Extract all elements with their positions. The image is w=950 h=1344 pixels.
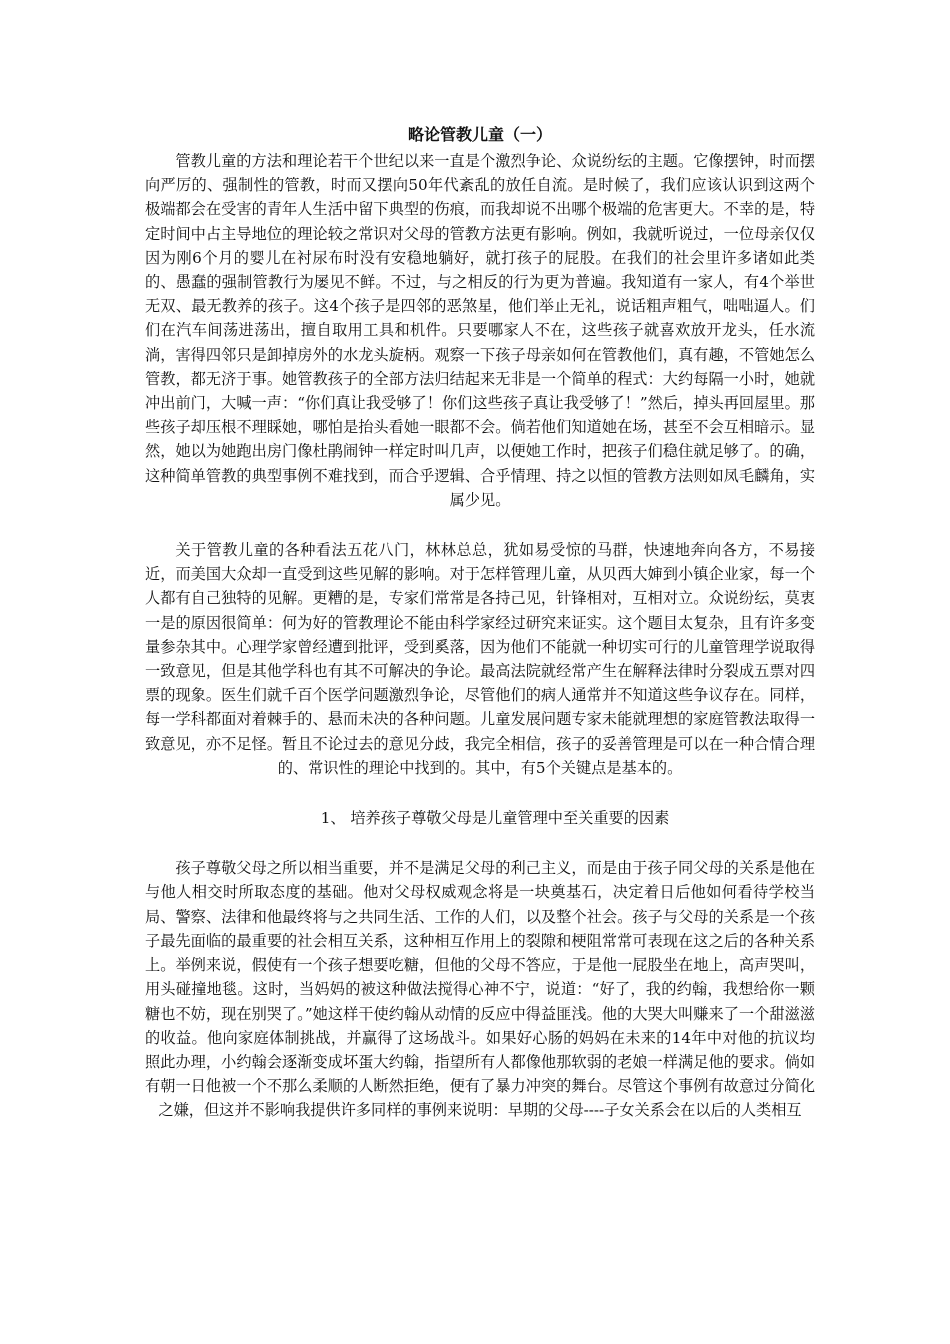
- paragraph-1: 管教儿童的方法和理论若干个世纪以来一直是个激烈争论、众说纷纭的主题。它像摆钟，时而摆向严厉的、强制性的管教，时而又摆向50年代紊乱的放任自流。是时候了，我们应该认识到这两个极端都会在受害的青年人生活中留下典型的伤痕，而我却说不出哪个极端的危害更大。不幸的是，特定时间中占主导地位的理论较之常识对父母的管教方法更有影响。例如，我就听说过，一位母亲仅仅因为刚6个月的婴儿在衬尿布时没有安稳地躺好，就打孩子的屁股。在我们的社会里许多诸如此类的、愚蠢的强制管教行为屡见不鲜。不过，与之相反的行为更为普遍。我知道有一家人，有4个举世无双、最无教养的孩子。这4个孩子是四邻的恶煞星，他们举止无礼，说话粗声粗气，咄咄逼人。们们在汽车间荡进荡出，擅自取用工具和机件。只要哪家人不在，这些孩子就喜欢放开龙头，任水流淌，害得四邻只是卸掉房外的水龙头旋柄。观察一下孩子母亲如何在管教他们，真有趣，不管她怎么管教，都无济于事。她管教孩子的全部方法归结起来无非是一个简单的程式：大约每隔一小时，她就冲出前门，大喊一声：“你们真让我受够了！你们这些孩子真让我受够了！”然后，掉头再回屋里。那些孩子却压根不理睬她，哪怕是抬头看她一眼都不会。倘若他们知道她在场，甚至不会互相暗示。显然，她以为她跑出房门像杜鹃闹钟一样定时叫几声，以便她工作时，把孩子们稳住就足够了。的确，这种简单管教的典型事例不难找到，而合乎逻辑、合乎情理、持之以恒的管教方法则如凤毛麟角，实属少见。: [145, 152, 815, 509]
- paragraph-spacer: [145, 512, 815, 538]
- paragraph-spacer: [145, 780, 815, 806]
- section-paragraph: 孩子尊敬父母之所以相当重要，并不是满足父母的利己主义，而是由于孩子同父母的关系是他在与他人相交时所取态度的基础。他对父母权威观念将是一块奠基石，决定着日后他如何看待学校当局、警察、法律和他最终将与之共同生活、工作的人们，以及整个社会。孩子与父母的关系是一个孩子最先面临的最重要的社会相互关系，这种相互作用上的裂隙和梗阻常常可表现在这之后的各种关系上。举例来说，假使有一个孩子想要吃糖，但他的父母不答应，于是他一屁股坐在地上，高声哭叫，用头碰撞地毯。这时，当妈妈的被这种做法搅得心神不宁，说道：“好了，我的约翰，我想给你一颗糖也不妨，现在别哭了。”她这样干使约翰从动情的反应中得益匪浅。他的大哭大叫赚来了一个甜滋滋的收益。他向家庭体制挑战，并赢得了这场战斗。如果好心肠的妈妈在未来的14年中对他的抗议均照此办理，小约翰会逐渐变成坏蛋大约翰，指望所有人都像他那软弱的老娘一样满足他的要求。倘如有朝一日他被一个不那么柔顺的人断然拒绝，便有了暴力冲突的舞台。尽管这个事例有故意过分简化之嫌，但这并不影响我提供许多同样的事例来说明：早期的父母----子女关系会在以后的人类相互: [145, 859, 815, 1120]
- paragraph-2: 关于管教儿童的各种看法五花八门，林林总总，犹如易受惊的马群，快速地奔向各方，不易接近，而美国大众却一直受到这些见解的影响。对于怎样管理儿童，从贝西大婶到小镇企业家，每一个人都有自己独特的见解。更糟的是，专家们常常是各持己见，针锋相对，互相对立。众说纷纭，莫衷一是的原因很简单：何为好的管教理论不能由科学家经过研究来证实。这个题目太复杂，且有许多变量参杂其中。心理学家曾经遭到批评，受到奚落，因为他们不能就一种切实可行的儿童管理学说取得一致意见，但是其他学科也有其不可解决的争论。最高法院就经常产生在解释法律时分裂成五票对四票的现象。医生们就千百个医学问题激烈争论，尽管他们的病人通常并不知道这些争议存在。同样，每一学科都面对着棘手的、悬而未决的各种问题。儿童发展问题专家未能就理想的家庭管教法取得一致意见，亦不足怪。暂且不论过去的意见分歧，我完全相信，孩子的妥善管理是可以在一种合情合理的、常识性的理论中找到的。其中，有5个关键点是基本的。: [145, 541, 815, 777]
- paragraph-spacer: [145, 830, 815, 856]
- section-heading: 1、 培养孩子尊敬父母是儿童管理中至关重要的因素: [320, 809, 670, 828]
- document-body: [145, 123, 815, 1123]
- document-title: 略论管教儿童（一）: [407, 125, 552, 144]
